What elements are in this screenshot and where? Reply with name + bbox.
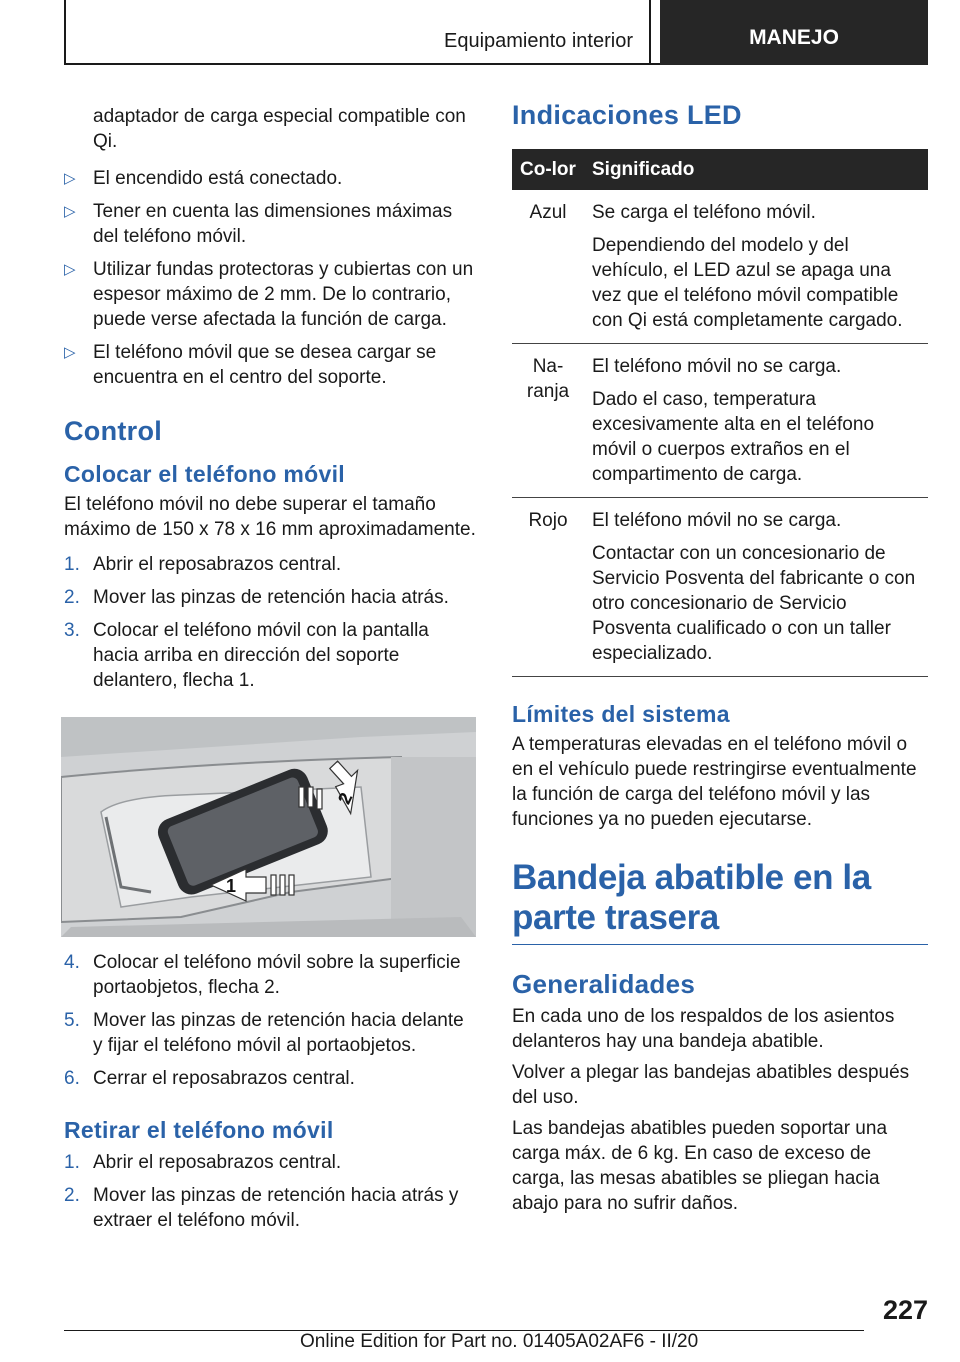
page-number: 227 [882, 1295, 928, 1325]
column-header-meaning: Significado [584, 149, 928, 190]
header-chapter-tab: MANEJO [660, 0, 928, 65]
list-item: ▷ El encendido está conectado. [64, 168, 343, 189]
heading-control: Control [64, 416, 163, 446]
header-left-rule [64, 0, 66, 64]
bullet-marker-icon: ▷ [64, 203, 76, 220]
generalidades-paragraph: Volver a plegar las bandejas abatibles después del uso. [512, 1062, 910, 1108]
right-column [512, 100, 928, 1216]
led-color-cell: Rojo [512, 498, 584, 677]
list-item: 2. Mover las pinzas de retención hacia atrás y extraer el teléfono móvil. [64, 1185, 459, 1231]
list-item: 2. Mover las pinzas de retención hacia atrás. [64, 587, 449, 608]
heading-limites: Límites del sistema [512, 701, 730, 727]
heading-retirar: Retirar el teléfono móvil [64, 1117, 334, 1143]
list-item: 1. Abrir el reposabrazos central. [64, 1152, 342, 1173]
header-mid-rule [649, 0, 651, 64]
steps-list-c [64, 1150, 478, 1233]
bullet-marker-icon: ▷ [64, 344, 76, 361]
steps-list-b [64, 950, 478, 1091]
list-item: ▷ Utilizar fundas protectoras y cubiertas con un espesor máximo de 2 mm. De lo contrario, puede verse afectada la función de carga. [64, 259, 474, 330]
colocar-paragraph: El teléfono móvil no debe superar el tamaño máximo de 150 x 78 x 16 mm aproximadamente. [64, 494, 476, 540]
list-item: ▷ El teléfono móvil que se desea cargar se encuentra en el centro del soporte. [64, 342, 437, 388]
footer-edition: Online Edition for Part no. 01405A02AF6 - II/20 [300, 1331, 699, 1352]
table-header-row [512, 149, 928, 190]
requirements-list [64, 166, 478, 390]
heading-led: Indicaciones LED [512, 100, 742, 130]
list-item: 1. Abrir el reposabrazos central. [64, 554, 342, 575]
list-item: 4. Colocar el teléfono móvil sobre la superficie portaobjetos, flecha 2. [64, 952, 461, 998]
heading-generalidades: Generalidades [512, 969, 696, 999]
led-table [512, 149, 928, 677]
led-meaning-cell: El teléfono móvil no se carga. Contactar con un concesionario de Servicio Posventa del fabricante o con otro concesionario de Servicio Posventa cualificado o con un taller especializado. [584, 498, 928, 677]
generalidades-paragraph: Las bandejas abatibles pueden soportar una carga máx. de 6 kg. En caso de exceso de carga, las mesas abatibles se pliegan hacia abajo para no sufrir daños. [512, 1118, 888, 1214]
led-color-cell: Azul [512, 190, 584, 344]
steps-list-a [64, 552, 478, 693]
table-row [512, 498, 928, 677]
heading-colocar: Colocar el teléfono móvil [64, 461, 345, 487]
bullet-marker-icon: ▷ [64, 261, 76, 278]
bullet-marker-icon: ▷ [64, 170, 76, 187]
phone-holder-drawing [61, 717, 476, 937]
heading-bandeja: Bandeja abatible en la parte trasera [512, 858, 928, 945]
list-item: 5. Mover las pinzas de retención hacia delante y fijar el teléfono móvil al portaobjetos. [64, 1010, 464, 1056]
table-row [512, 190, 928, 344]
list-item: 3. Colocar el teléfono móvil con la pantalla hacia arriba en dirección del soporte delantero, flecha 1. [64, 620, 429, 691]
led-color-cell: Na-ranja [512, 344, 584, 498]
list-item: ▷ Tener en cuenta las dimensiones máximas del teléfono móvil. [64, 201, 453, 247]
table-row [512, 344, 928, 498]
led-meaning-cell: Se carga el teléfono móvil. Dependiendo del modelo y del vehículo, el LED azul se apaga una vez que el teléfono móvil compatible con Qi está completamente cargado. [584, 190, 928, 344]
intro-continuation: adaptador de carga especial compatible con Qi. [93, 106, 466, 152]
column-header-color: Co-lor [512, 149, 584, 190]
left-column-lower [64, 950, 478, 1233]
list-item: 6. Cerrar el reposabrazos central. [64, 1068, 355, 1089]
left-column [64, 104, 478, 693]
led-meaning-cell: El teléfono móvil no se carga. Dado el caso, temperatura excesivamente alta en el teléfono móvil o cuerpos extraños en el compartimento de carga. [584, 344, 928, 498]
limites-paragraph: A temperaturas elevadas en el teléfono móvil o en el vehículo puede restringirse eventualmente la función de carga del teléfono móvil y las funciones ya no pueden ejecutarse. [512, 734, 917, 830]
arrow-1-label: 1 [226, 876, 237, 896]
header-section-title: Equipamiento interior [444, 30, 633, 52]
arrow-2-label: 2 [333, 789, 357, 808]
generalidades-paragraph: En cada uno de los respaldos de los asientos delanteros hay una bandeja abatible. [512, 1006, 895, 1052]
phone-holder-illustration [61, 717, 476, 937]
